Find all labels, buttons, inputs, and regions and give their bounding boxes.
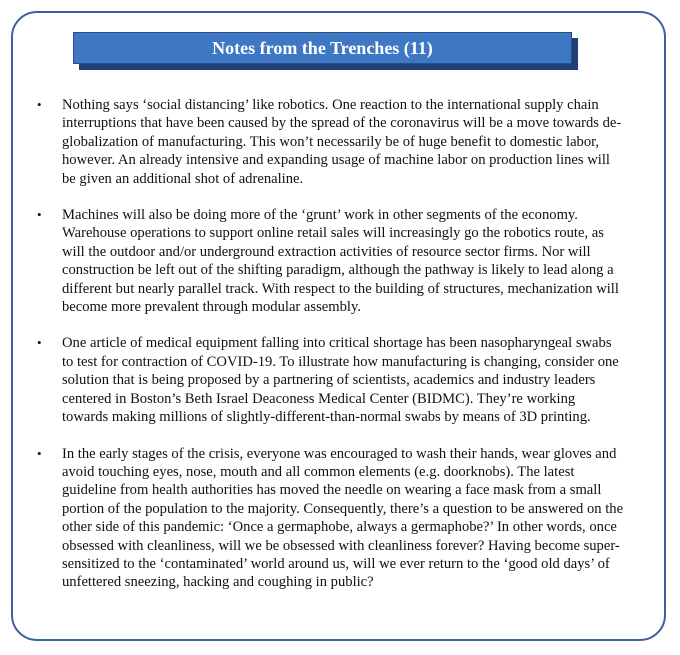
bullet-item bbox=[35, 445, 625, 592]
page-title: Notes from the Trenches (11) bbox=[212, 37, 433, 58]
title-banner bbox=[73, 32, 572, 64]
bullet-list bbox=[35, 96, 625, 610]
bullet-icon: • bbox=[37, 97, 42, 112]
bullet-item bbox=[35, 334, 625, 426]
bullet-icon: • bbox=[37, 335, 42, 351]
bullet-text: One article of medical equipment falling into critical shortage has been nasopharyngeal swabs to test for contraction of COVID-19. To illustrate how manufacturing is changing, consider one solution that is being proposed by a partnering of scientists, academics and industry leaders centered in Boston’s Beth Israel Deaconess Medical Center (BIDMC). They’re working towards making millions of slightly-different-than-normal swabs by means of 3D printing. bbox=[62, 335, 619, 426]
bullet-icon: • bbox=[37, 207, 42, 223]
bullet-item bbox=[35, 96, 625, 188]
bullet-text: Nothing says ‘social distancing’ like robotics. One reaction to the international supply chain interruptions that have been caused by the spread of the coronavirus will be a move towards de-globalization of manufacturing. This won’t necessarily be of huge benefit to domestic labor, however. An already intensive and expanding usage of machine labor on production lines will be given an additional shot of adrenaline. bbox=[62, 97, 622, 187]
bullet-item bbox=[35, 206, 625, 316]
bullet-text: Machines will also be doing more of the ‘grunt’ work in other segments of the economy. Warehouse operations to support online retail sales will increasingly go the robotics route, as will the outdoor and/or underground extraction activities of resource sector firms. Nor will construction be left out of the shifting paradigm, although the pathway is likely to lead along a different but nearly parallel track. With respect to the building of structures, mechanization will become more prevalent through modular assembly. bbox=[62, 207, 619, 316]
bullet-icon: • bbox=[37, 445, 42, 461]
bullet-text: In the early stages of the crisis, everyone was encouraged to wash their hands, wear gloves and avoid touching eyes, nose, mouth and all common elements (e.g. doorknobs). The latest guideline from health authorities has moved the needle on wearing a face mask from a small portion of the population to the majority. Consequently, there’s a question to be answered on the other side of this pandemic: ‘Once a germaphobe, always a germaphobe?’ In other words, once obsessed with cleanliness, will we be obsessed with cleanliness forever? Having become super-sensitized to the ‘contaminated’ world around us, will we ever return to the ‘good old days’ of unfettered sneezing, hacking and coughing in public? bbox=[62, 445, 624, 591]
